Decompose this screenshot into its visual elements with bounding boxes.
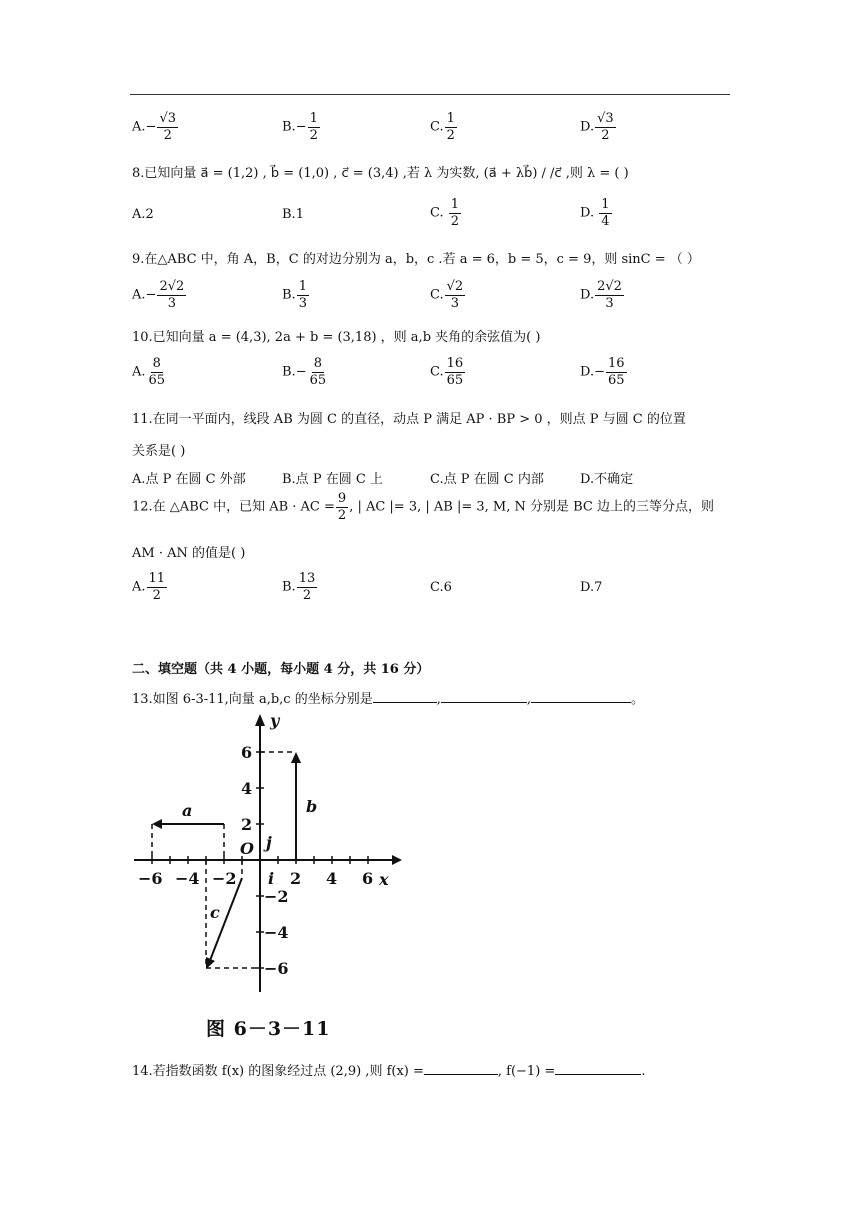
vector-c-label: c: [210, 903, 220, 922]
fraction: $\frac{1}{4}$: [601, 197, 610, 229]
unit-j-label: j: [266, 833, 272, 852]
q9-option-c[interactable]: C. $\frac{√2}{3}$: [430, 279, 464, 311]
q12-stem-line2: AM · AN 的值是( ): [132, 546, 246, 561]
fraction: $\frac{11}{2}$: [148, 571, 166, 603]
q14-stem: 14.若指数函数 f(x) 的图象经过点 (2,9) ,则 f(x) = , f(−1) = .: [132, 1064, 646, 1079]
x-tick-label: −6: [138, 869, 163, 888]
fraction: $\frac{√3}{2}$: [159, 111, 176, 143]
y-axis-label: y: [270, 712, 280, 730]
vector-b-arrowhead: [291, 752, 301, 763]
y-tick-label: −6: [264, 959, 289, 978]
fraction: $\frac{8}{65}$: [309, 356, 327, 388]
q7-option-d[interactable]: D. $\frac{√3}{2}$: [580, 111, 614, 143]
y-tick-label: −4: [264, 923, 289, 942]
q11-option-d[interactable]: D.不确定: [580, 472, 634, 487]
q14-blank-f-neg1[interactable]: [555, 1062, 641, 1075]
q13-blank-c[interactable]: [531, 690, 631, 703]
x-tick-label: 2: [290, 869, 302, 888]
q8-option-d[interactable]: D. $\frac{1}{4}$: [580, 197, 610, 229]
q11-option-a[interactable]: A.点 P 在圆 C 外部: [132, 472, 246, 487]
q7-option-b[interactable]: B.− $\frac{1}{2}$: [282, 111, 318, 143]
q11-stem-line2: 关系是( ): [132, 444, 186, 459]
q12-option-a[interactable]: A. $\frac{11}{2}$: [132, 571, 166, 603]
q13-blank-a[interactable]: [373, 690, 437, 703]
vector-a-label: a: [182, 801, 193, 820]
q11-option-c[interactable]: C.点 P 在圆 C 内部: [430, 472, 544, 487]
fraction: $\frac{16}{65}$: [446, 356, 464, 388]
fraction: $\frac{√2}{3}$: [446, 279, 464, 311]
y-tick-label: 4: [241, 779, 253, 798]
x-axis-arrow: [392, 855, 402, 865]
x-axis-label: x: [379, 870, 389, 889]
y-tick-label: 2: [241, 815, 253, 834]
q8-stem: 8.已知向量 a⃗ = (1,2) , b⃗ = (1,0) , c⃗ = (3,4) ,若 λ 为实数, (a⃗ + λb⃗) / /c⃗ ,则 λ = ( ): [132, 166, 629, 181]
q10-option-d[interactable]: D.− $\frac{16}{65}$: [580, 356, 625, 388]
section-heading: 二、填空题（共 4 小题，每小题 4 分，共 16 分）: [132, 662, 430, 677]
y-tick-label: −2: [264, 887, 289, 906]
q12-stem-line1: 12.在 △ABC 中，已知 AB · AC = $\frac{9}{2}$ , | AC |= 3, | AB |= 3, M, N 分别是 BC 边上的三等分点，则: [132, 491, 714, 523]
q9-option-a[interactable]: A.− $\frac{2√2}{3}$: [132, 279, 185, 311]
y-tick-label: 6: [241, 743, 253, 762]
q9-option-d[interactable]: D. $\frac{2√2}{3}$: [580, 279, 622, 311]
fraction: $\frac{2√2}{3}$: [597, 279, 622, 311]
q8-option-b[interactable]: B.1: [282, 207, 304, 222]
x-tick-label: −4: [175, 869, 200, 888]
fraction: $\frac{13}{2}$: [298, 571, 316, 603]
vector-a-guides: [152, 824, 224, 860]
q10-stem: 10.已知向量 a = (4,3), 2a + b = (3,18) ，则 a,b 夹角的余弦值为( ): [132, 330, 541, 345]
q7-option-c[interactable]: C. $\frac{1}{2}$: [430, 111, 455, 143]
vector-b-label: b: [306, 797, 318, 816]
fraction: $\frac{9}{2}$: [337, 491, 347, 523]
q12-option-b[interactable]: B. $\frac{13}{2}$: [282, 571, 316, 603]
q9-stem: 9.在△ABC 中，角 A，B，C 的对边分别为 a，b，c .若 a = 6，b = 5，c = 9，则 sinC = （ ）: [132, 252, 700, 267]
q11-option-b[interactable]: B.点 P 在圆 C 上: [282, 472, 383, 487]
vector-a-arrowhead: [152, 819, 162, 829]
top-rule: [130, 94, 730, 95]
q13-stem: 13.如图 6-3-11,向量 a,b,c 的坐标分别是 , , 。: [132, 692, 644, 707]
q12-option-d[interactable]: D.7: [580, 580, 603, 595]
q7-option-a[interactable]: A.− $\frac{√3}{2}$: [132, 111, 176, 143]
q14-blank-fx[interactable]: [424, 1062, 498, 1075]
fraction: $\frac{2√2}{3}$: [159, 279, 185, 311]
fraction: $\frac{8}{65}$: [148, 356, 166, 388]
x-tick-label: 6: [362, 869, 374, 888]
y-axis-arrow: [255, 714, 265, 726]
q8-option-a[interactable]: A.2: [132, 207, 154, 222]
x-tick-label: 4: [326, 869, 338, 888]
fraction: $\frac{1}{2}$: [446, 111, 455, 143]
fraction: $\frac{1}{3}$: [298, 279, 307, 311]
figure-caption: 图 6－3－11: [206, 1018, 331, 1040]
q9-option-b[interactable]: B. $\frac{1}{3}$: [282, 279, 307, 311]
fraction: $\frac{1}{2}$: [309, 111, 318, 143]
q13-blank-b[interactable]: [441, 690, 527, 703]
origin-label: O: [240, 839, 254, 858]
q10-option-c[interactable]: C. $\frac{16}{65}$: [430, 356, 464, 388]
fraction: $\frac{√3}{2}$: [597, 111, 614, 143]
q12-option-c[interactable]: C.6: [430, 580, 452, 595]
unit-i-label: i: [268, 869, 275, 888]
q8-option-c[interactable]: C. $\frac{1}{2}$: [430, 197, 460, 229]
q11-stem-line1: 11.在同一平面内，线段 AB 为圆 C 的直径，动点 P 满足 AP · BP > 0 ，则点 P 与圆 C 的位置: [132, 412, 686, 427]
q10-option-b[interactable]: B.− $\frac{8}{65}$: [282, 356, 327, 388]
q10-option-a[interactable]: A. $\frac{8}{65}$: [132, 356, 166, 388]
coordinate-figure: [122, 712, 412, 1012]
fraction: $\frac{1}{2}$: [450, 197, 460, 229]
fraction: $\frac{16}{65}$: [608, 356, 625, 388]
x-tick-label: −2: [212, 869, 237, 888]
